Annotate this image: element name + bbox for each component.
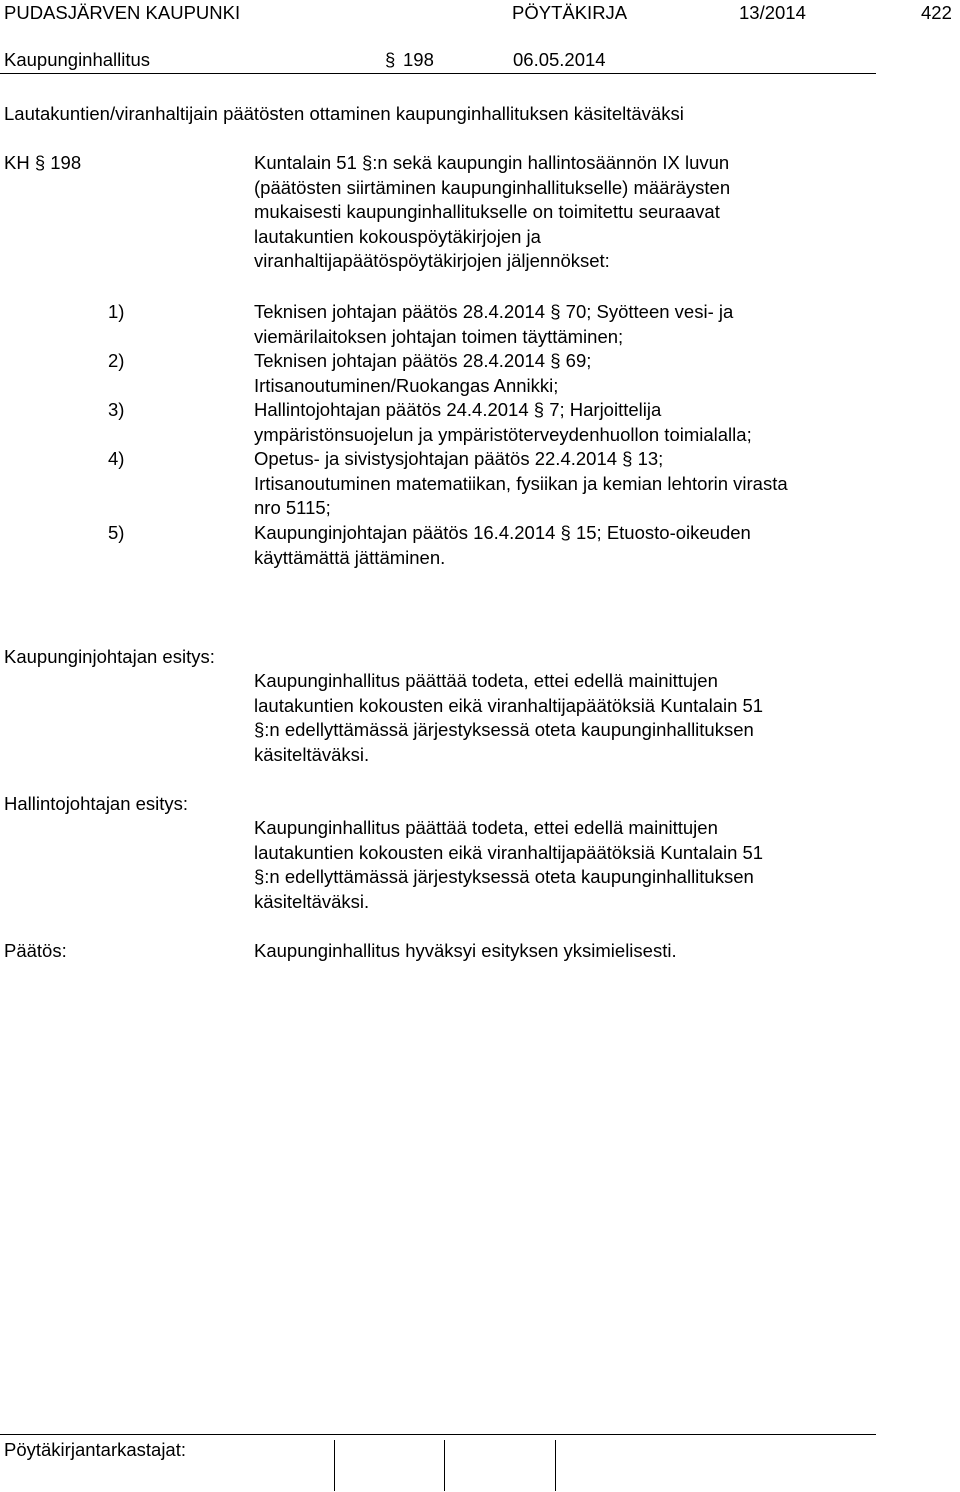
proposal-line: §:n edellyttämässä järjestyksessä oteta kaupunginhallituksen — [254, 866, 754, 887]
intro-line: mukaisesti kaupunginhallitukselle on toimitettu seuraavat — [254, 201, 720, 222]
intro-paragraph — [254, 151, 730, 274]
page-title: Lautakuntien/viranhaltijain päätösten ottaminen kaupunginhallituksen käsiteltäväksi — [4, 103, 684, 124]
item-line: ympäristönsuojelun ja ympäristöterveydenhuollon toimialalla; — [254, 423, 752, 445]
signature-box-divider — [444, 1440, 445, 1491]
proposal-line: §:n edellyttämässä järjestyksessä oteta kaupunginhallituksen — [254, 719, 754, 740]
section-label: KH § 198 — [4, 152, 82, 173]
mayor-proposal-text — [254, 669, 763, 767]
list-item — [254, 398, 752, 447]
item-line: Opetus- ja sivistysjohtajan päätös 22.4.2014 § 13; — [254, 448, 664, 469]
proposal-line: lautakuntien kokousten eikä viranhaltijapäätöksiä Kuntalain 51 — [254, 694, 764, 716]
item-line: Irtisanoutuminen matematiikan, fysiikan ja kemian lehtorin virasta — [254, 472, 788, 494]
list-item — [254, 349, 591, 398]
doc-type: PÖYTÄKIRJA — [512, 2, 628, 23]
footer-divider — [0, 1434, 876, 1435]
section-sign-icon: § — [385, 49, 396, 70]
item-line: Teknisen johtajan päätös 28.4.2014 § 69; — [254, 350, 592, 371]
admin-proposal-label: Hallintojohtajan esitys: — [4, 793, 189, 814]
item-number: 1) — [108, 301, 125, 322]
item-line: nro 5115; — [254, 497, 331, 518]
page-number: 422 — [921, 2, 952, 23]
list-item — [254, 447, 788, 521]
item-line: Hallintojohtajan päätös 24.4.2014 § 7; Harjoittelija — [254, 399, 662, 420]
item-number: 3) — [108, 399, 125, 420]
body-name: Kaupunginhallitus — [4, 49, 151, 70]
item-line: käyttämättä jättäminen. — [254, 546, 446, 568]
meeting-date: 06.05.2014 — [513, 49, 606, 70]
intro-line: (päätösten siirtäminen kaupunginhallitukselle) määräysten — [254, 176, 731, 198]
decision-text: Kaupunginhallitus hyväksyi esityksen yksimielisesti. — [254, 940, 677, 961]
item-line: Irtisanoutuminen/Ruokangas Annikki; — [254, 374, 559, 396]
header-divider — [0, 73, 876, 74]
doc-number: 13/2014 — [739, 2, 806, 23]
item-number: 5) — [108, 522, 125, 543]
admin-proposal-text — [254, 816, 763, 914]
list-item — [254, 300, 733, 349]
proposal-line: lautakuntien kokousten eikä viranhaltijapäätöksiä Kuntalain 51 — [254, 841, 764, 863]
proposal-line: käsiteltäväksi. — [254, 743, 370, 765]
proposal-line: Kaupunginhallitus päättää todeta, ettei edellä mainittujen — [254, 817, 718, 838]
signature-box-divider — [334, 1440, 335, 1491]
item-line: Teknisen johtajan päätös 28.4.2014 § 70; Syötteen vesi- ja — [254, 301, 734, 322]
item-number: 4) — [108, 448, 125, 469]
section-number: 198 — [403, 49, 434, 70]
mayor-proposal-label: Kaupunginjohtajan esitys: — [4, 646, 215, 667]
item-line: Kaupunginjohtajan päätös 16.4.2014 § 15; Etuosto-oikeuden — [254, 522, 751, 543]
list-item — [254, 521, 751, 570]
proposal-line: Kaupunginhallitus päättää todeta, ettei edellä mainittujen — [254, 670, 718, 691]
intro-line: viranhaltijapäätöspöytäkirjojen jäljennökset: — [254, 250, 610, 271]
item-line: viemärilaitoksen johtajan toimen täyttäminen; — [254, 325, 624, 347]
org-name: PUDASJÄRVEN KAUPUNKI — [4, 2, 241, 23]
checkers-label: Pöytäkirjantarkastajat: — [4, 1439, 187, 1460]
intro-line: lautakuntien kokouspöytäkirjojen ja — [254, 225, 541, 247]
decision-label: Päätös: — [4, 940, 67, 961]
item-number: 2) — [108, 350, 125, 371]
proposal-line: käsiteltäväksi. — [254, 890, 370, 912]
signature-box-divider — [555, 1440, 556, 1491]
intro-line: Kuntalain 51 §:n sekä kaupungin hallintosäännön IX luvun — [254, 152, 730, 173]
